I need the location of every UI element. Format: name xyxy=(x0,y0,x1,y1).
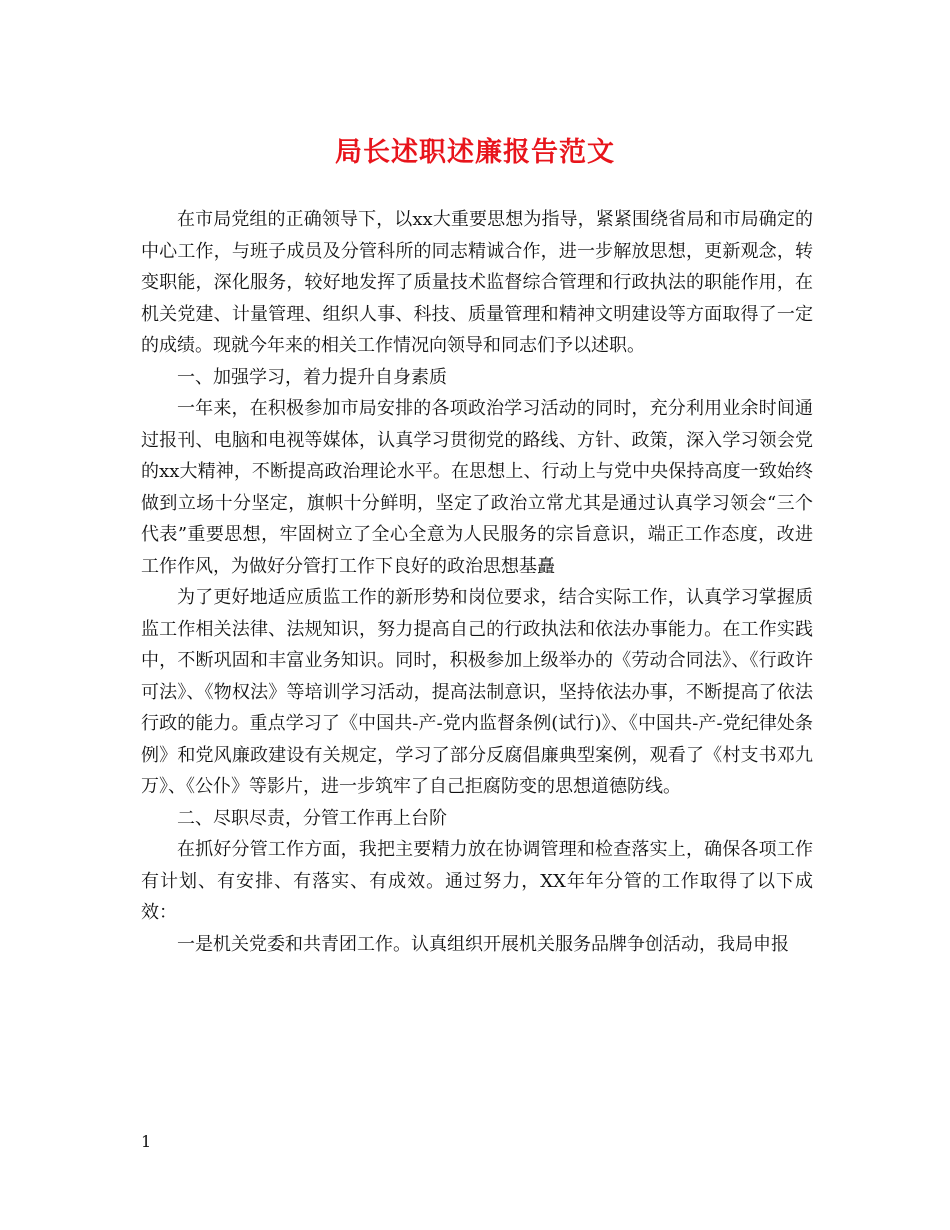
paragraph-intro: 在市局党组的正确领导下，以xx大重要思想为指导，紧紧围绕省局和市局确定的中心工作，与班子成员及分管科所的同志精诚合作，进一步解放思想，更新观念，转变职能，深化服务，较好地发挥了质量技术监督综合管理和行政执法的职能作用，在机关党建、计量管理、组织人事、科技、质量管理和精神文明建设等方面取得了一定的成绩。现就今年来的相关工作情况向领导和同志们予以述职。 xyxy=(141,209,813,356)
paragraph-management: 在抓好分管工作方面，我把主要精力放在协调管理和检查落实上，确保各项工作有计划、有安排、有落实、有成效。通过努力，XX年年分管的工作取得了以下成效： xyxy=(141,839,813,923)
document-title: 局长述职述廉报告范文 xyxy=(335,137,615,168)
paragraph-party-work: 一是机关党委和共青团工作。认真组织开展机关服务品牌争创活动，我局申报 xyxy=(177,933,789,955)
page-number: 1 xyxy=(141,1132,152,1151)
paragraph-study-politics: 一年来，在积极参加市局安排的各项政治学习活动的同时，充分利用业余时间通过报刊、电脑和电视等媒体，认真学习贯彻党的路线、方针、政策，深入学习领会党的xx大精神，不断提高政治理论水平。在思想上、行动上与党中央保持高度一致始终做到立场十分坚定，旗帜十分鲜明，坚定了政治立常尤其是通过认真学习领会“三个代表”重要思想，牢固树立了全心全意为人民服务的宗旨意识，端正工作态度，改进工作作风，为做好分管打工作下良好的政治思想基矗 xyxy=(141,398,813,577)
document-body xyxy=(141,204,813,960)
section-heading-2: 二、尽职尽责，分管工作再上台阶 xyxy=(177,807,447,829)
section-heading-1: 一、加强学习，着力提升自身素质 xyxy=(177,366,447,388)
paragraph-study-law: 为了更好地适应质监工作的新形势和岗位要求，结合实际工作，认真学习掌握质监工作相关法律、法规知识，努力提高自己的行政执法和依法办事能力。在工作实践中，不断巩固和丰富业务知识。同时，积极参加上级举办的《劳动合同法》、《行政许可法》、《物权法》等培训学习活动，提高法制意识，坚持依法办事，不断提高了依法行政的能力。重点学习了《中国共-产-党内监督条例(试行)》、《中国共-产-党纪律处条例》和党风廉政建设有关规定，学习了部分反腐倡廉典型案例，观看了《村支书邓九万》、《公仆》等影片，进一步筑牢了自己拒腐防变的思想道德防线。 xyxy=(141,587,813,797)
